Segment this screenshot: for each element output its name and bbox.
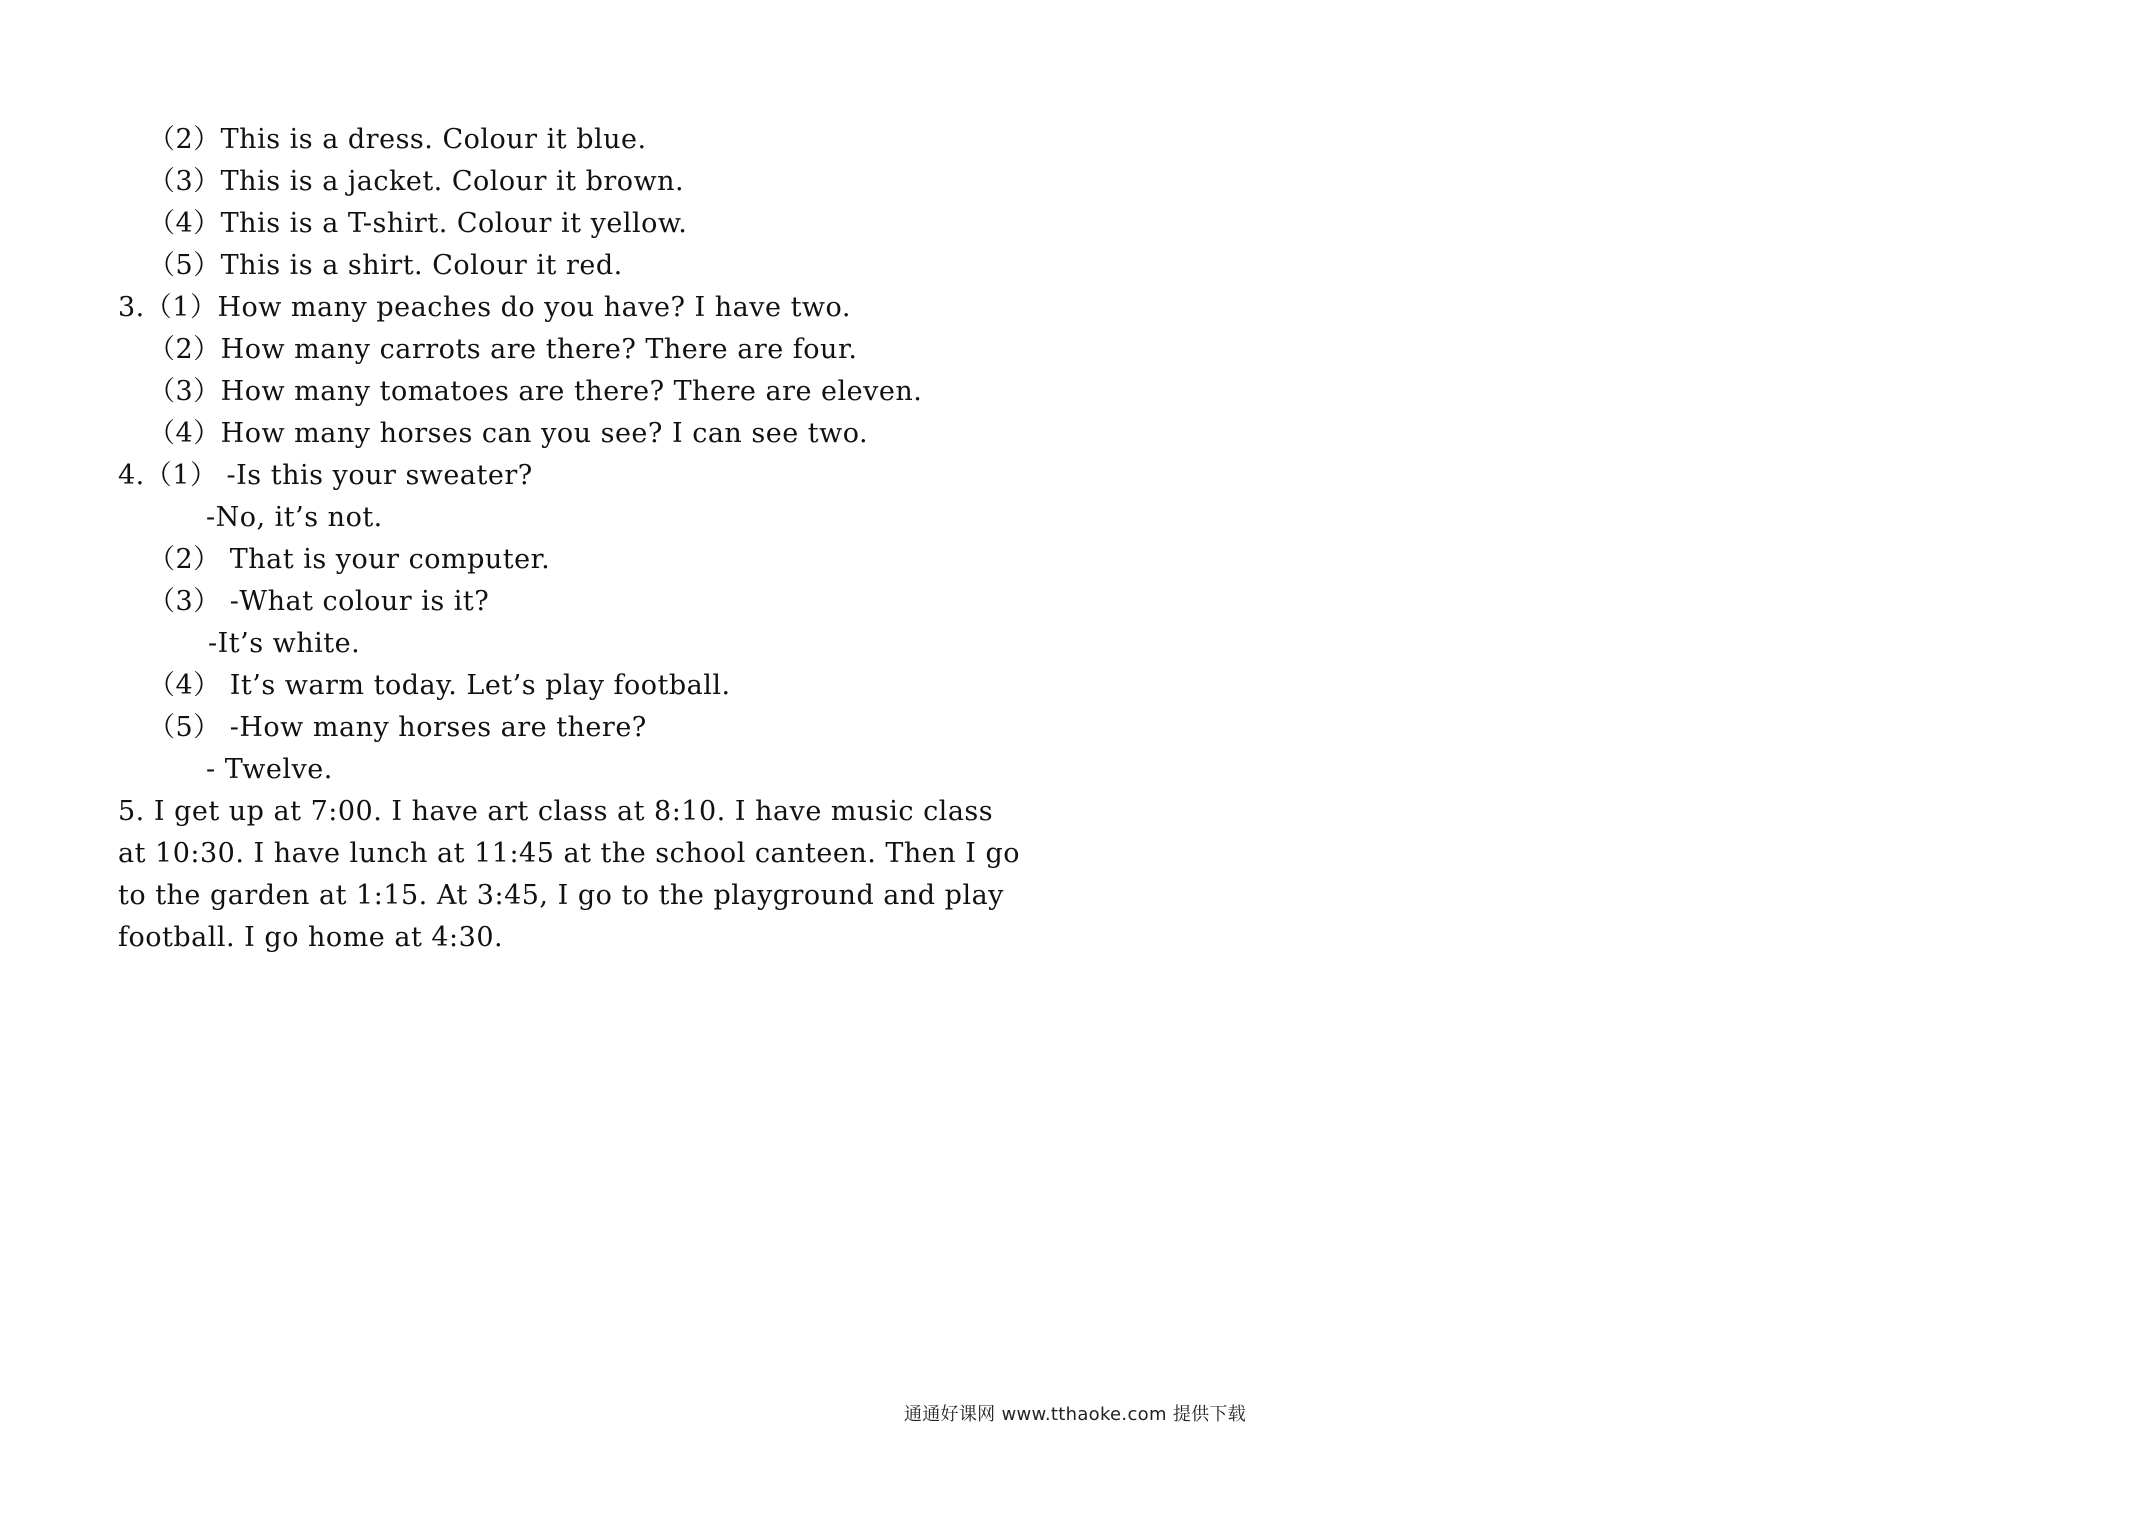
answer-4-2: （2） That is your computer.: [148, 544, 551, 575]
answer-3-3: （3）How many tomatoes are there? There are eleven.: [148, 376, 923, 407]
answer-4-3-reply: -It’s white.: [208, 628, 361, 659]
answer-4-1: 4.（1） -Is this your sweater?: [118, 460, 533, 491]
answer-3-4: （4）How many horses can you see? I can see two.: [148, 418, 869, 449]
answer-4-5-reply: - Twelve.: [206, 754, 333, 785]
answer-5-line-4: football. I go home at 4:30.: [118, 922, 504, 953]
answer-3-2: （2）How many carrots are there? There are four.: [148, 334, 858, 365]
answer-5-line-3: to the garden at 1:15. At 3:45, I go to the playground and play: [118, 880, 1004, 911]
page-footer: 通通好课网 www.tthaoke.com 提供下载: [903, 1404, 1247, 1425]
answer-4-5: （5） -How many horses are there?: [148, 712, 647, 743]
answer-2-3: （3）This is a jacket. Colour it brown.: [148, 166, 685, 197]
answer-5-line-2: at 10:30. I have lunch at 11:45 at the school canteen. Then I go: [118, 838, 1021, 869]
answer-2-4: （4）This is a T-shirt. Colour it yellow.: [148, 208, 688, 239]
answer-2-2: （2）This is a dress. Colour it blue.: [148, 124, 647, 155]
answer-5-line-1: 5. I get up at 7:00. I have art class at 8:10. I have music class: [118, 796, 994, 827]
answer-4-1-reply: -No, it’s not.: [206, 502, 383, 533]
answer-2-5: （5）This is a shirt. Colour it red.: [148, 250, 623, 281]
answer-4-4: （4） It’s warm today. Let’s play football.: [148, 670, 731, 701]
answer-4-3: （3） -What colour is it?: [148, 586, 490, 617]
answer-3-1: 3.（1）How many peaches do you have? I have two.: [118, 292, 851, 323]
